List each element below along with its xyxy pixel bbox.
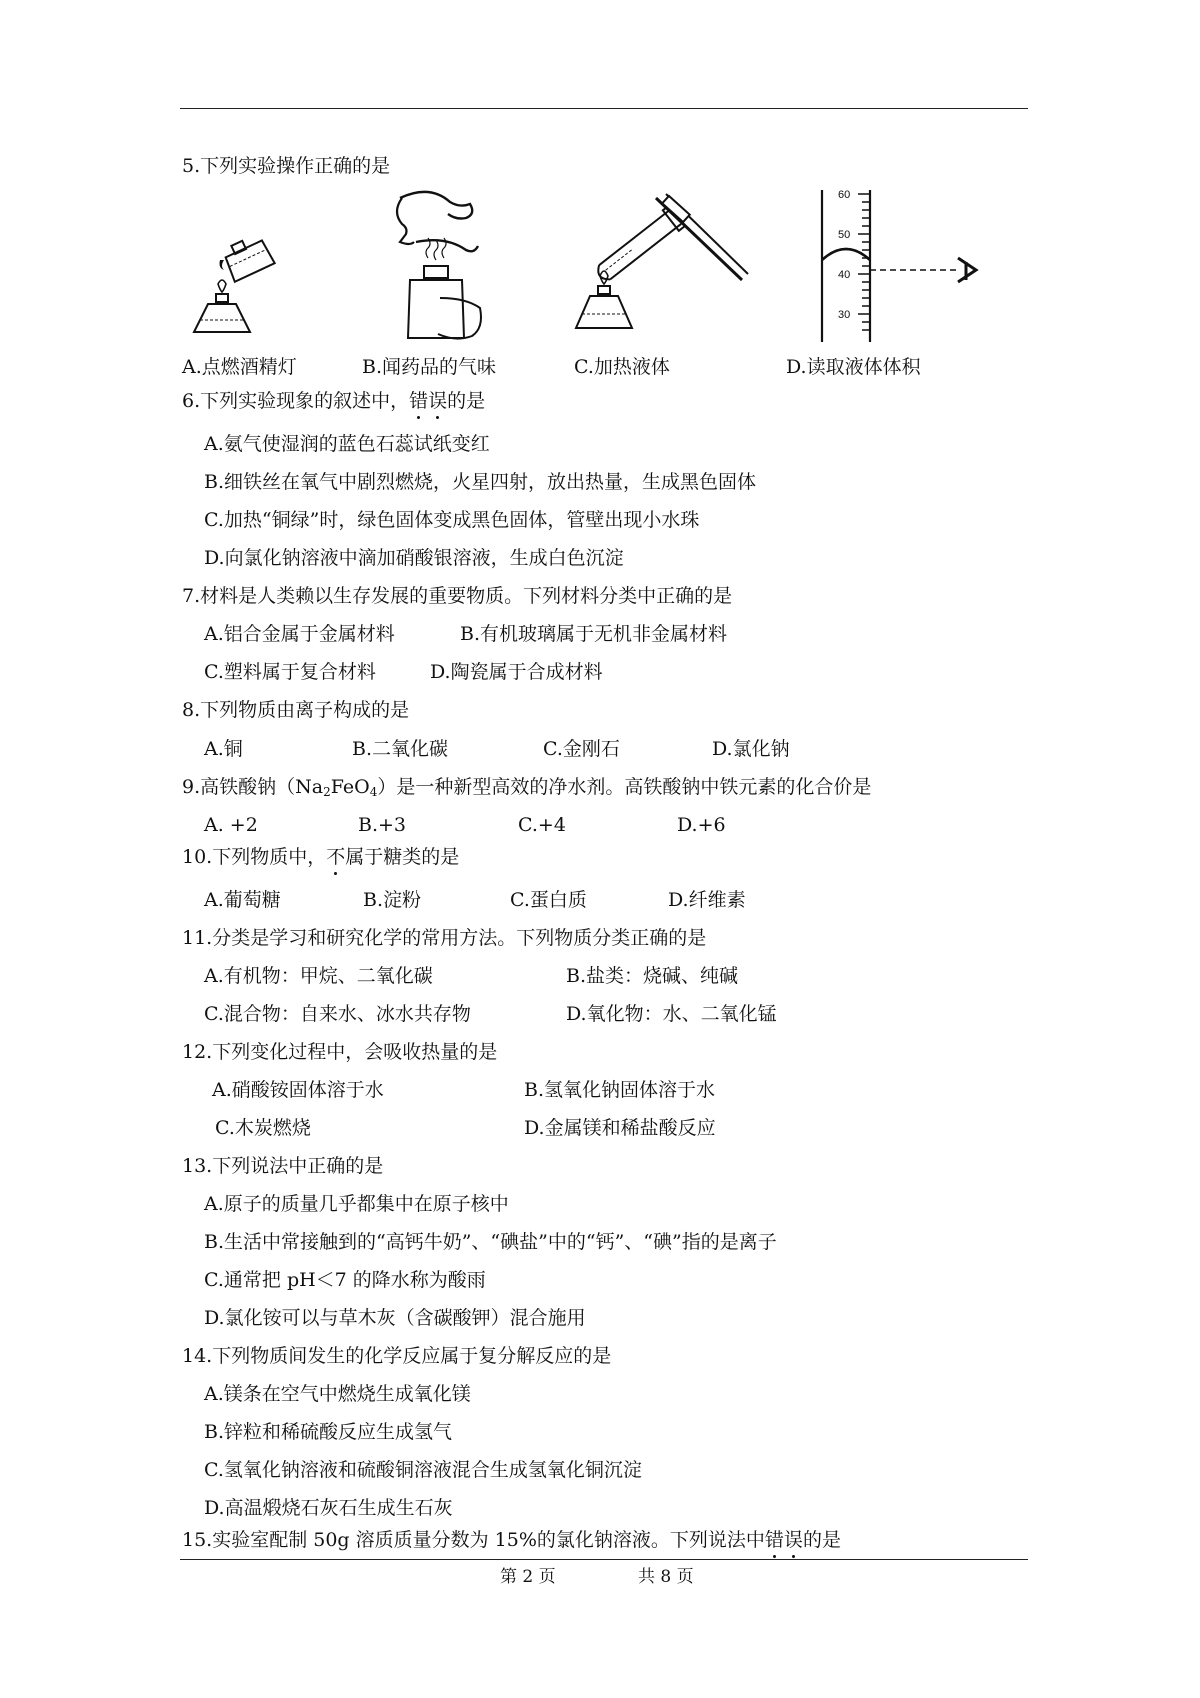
figure-a-lighting-lamp-icon: [198, 228, 308, 346]
question-14-stem: 14.下列物质间发生的化学反应属于复分解反应的是: [182, 1345, 612, 1367]
cylinder-tick-30: 30: [838, 309, 851, 321]
cylinder-tick-50: 50: [838, 229, 851, 241]
q6-option-c: C.加热“铜绿”时，绿色固体变成黑色固体，管壁出现小水珠: [204, 509, 700, 531]
q7-option-c: C.塑料属于复合材料: [204, 661, 376, 683]
question-8-stem: 8.下列物质由离子构成的是: [182, 699, 410, 721]
q5-option-b: B.闻药品的气味: [362, 356, 497, 378]
footer-rule: [180, 1559, 1028, 1560]
q15-stem-post: 的是: [802, 1529, 841, 1551]
question-13-stem: 13.下列说法中正确的是: [182, 1155, 384, 1177]
question-5-stem: 5.下列实验操作正确的是: [182, 155, 391, 177]
question-12-stem: 12.下列变化过程中，会吸收热量的是: [182, 1041, 498, 1063]
q10-option-a: A.葡萄糖: [204, 889, 281, 911]
q6-option-a: A.氨气使湿润的蓝色石蕊试纸变红: [204, 433, 490, 455]
q6-emphasis-1: 错: [409, 390, 429, 412]
q5-option-c: C.加热液体: [574, 356, 670, 378]
q14-option-c: C.氢氧化钠溶液和硫酸铜溶液混合生成氢氧化铜沉淀: [204, 1459, 642, 1481]
q14-option-b: B.锌粒和稀硫酸反应生成氢气: [204, 1421, 453, 1443]
q8-option-b: B.二氧化碳: [352, 738, 449, 760]
cylinder-tick-40: 40: [838, 269, 851, 281]
question-7-stem: 7.材料是人类赖以生存发展的重要物质。下列材料分类中正确的是: [182, 585, 733, 607]
q15-emphasis-2: 误: [783, 1529, 803, 1551]
question-10-stem: [182, 845, 459, 869]
q13-option-c: C.通常把 pH＜7 的降水称为酸雨: [204, 1269, 486, 1291]
figure-d-reading-cylinder-icon: [808, 188, 978, 346]
q9-stem-pre: 9.高铁酸钠（Na: [182, 776, 324, 798]
q13-option-d: D.氯化铵可以与草木灰（含碳酸钾）混合施用: [204, 1307, 586, 1329]
question-15-stem: [182, 1528, 841, 1552]
q8-option-d: D.氯化钠: [712, 738, 790, 760]
q13-option-a: A.原子的质量几乎都集中在原子核中: [204, 1193, 509, 1215]
q6-emphasis-2: 误: [428, 390, 448, 412]
footer-total-pages: 共 8 页: [638, 1567, 694, 1587]
q9-subscript-1: 2: [323, 785, 331, 799]
q10-stem-pre: 10.下列物质中，: [182, 846, 327, 868]
q9-option-d: D.+6: [677, 814, 726, 836]
q10-stem-post: 属于糖类的是: [345, 846, 460, 868]
q6-option-b: B.细铁丝在氧气中剧烈燃烧，火星四射，放出热量，生成黑色固体: [204, 471, 757, 493]
q12-option-a: A.硝酸铵固体溶于水: [212, 1079, 384, 1101]
q14-option-a: A.镁条在空气中燃烧生成氧化镁: [204, 1383, 471, 1405]
q5-option-d: D.读取液体体积: [786, 356, 921, 378]
q9-subscript-2: 4: [369, 785, 378, 799]
q6-option-d: D.向氯化钠溶液中滴加硝酸银溶液，生成白色沉淀: [204, 547, 624, 569]
q9-option-b: B.+3: [358, 814, 407, 836]
footer-page-number: 第 2 页: [500, 1567, 556, 1587]
q7-option-a: A.铝合金属于金属材料: [204, 623, 395, 645]
q10-option-d: D.纤维素: [668, 889, 746, 911]
q12-option-d: D.金属镁和稀盐酸反应: [524, 1117, 716, 1139]
q10-option-c: C.蛋白质: [510, 889, 587, 911]
q11-option-d: D.氧化物：水、二氧化锰: [566, 1003, 777, 1025]
q5-option-a: A.点燃酒精灯: [182, 356, 297, 378]
q9-stem-post: ）是一种新型高效的净水剂。高铁酸钠中铁元素的化合价是: [377, 776, 872, 798]
q7-option-b: B.有机玻璃属于无机非金属材料: [460, 623, 728, 645]
q7-option-d: D.陶瓷属于合成材料: [430, 661, 603, 683]
q11-option-a: A.有机物：甲烷、二氧化碳: [204, 965, 433, 987]
figure-c-heating-liquid-icon: [578, 190, 758, 348]
q9-stem-mid: FeO: [330, 776, 370, 798]
q9-option-a: A. +2: [204, 814, 258, 836]
q11-option-b: B.盐类：烧碱、纯碱: [566, 965, 739, 987]
question-11-stem: 11.分类是学习和研究化学的常用方法。下列物质分类正确的是: [182, 927, 707, 949]
q9-option-c: C.+4: [518, 814, 566, 836]
q10-emphasis: 不: [326, 846, 346, 868]
q6-stem-post: 的是: [447, 390, 486, 412]
q15-emphasis-1: 错: [764, 1529, 784, 1551]
q12-option-b: B.氢氧化钠固体溶于水: [524, 1079, 716, 1101]
q14-option-d: D.高温煅烧石灰石生成生石灰: [204, 1497, 453, 1519]
cylinder-tick-60: 60: [838, 189, 851, 201]
q11-option-c: C.混合物：自来水、冰水共存物: [204, 1003, 471, 1025]
q8-option-a: A.铜: [204, 738, 243, 760]
q8-option-c: C.金刚石: [543, 738, 620, 760]
q6-stem-pre: 6.下列实验现象的叙述中，: [182, 390, 410, 412]
q15-stem-pre: 15.实验室配制 50g 溶质质量分数为 15%的氯化钠溶液。下列说法中: [182, 1529, 765, 1551]
q13-option-b: B.生活中常接触到的“高钙牛奶”、“碘盐”中的“钙”、“碘”指的是离子: [204, 1231, 777, 1253]
question-9-stem: [182, 775, 871, 799]
figure-b-smelling-icon: [380, 188, 490, 348]
q12-option-c: C.木炭燃烧: [215, 1117, 311, 1139]
question-6-stem: [182, 389, 485, 413]
header-rule: [180, 108, 1028, 109]
q10-option-b: B.淀粉: [363, 889, 422, 911]
